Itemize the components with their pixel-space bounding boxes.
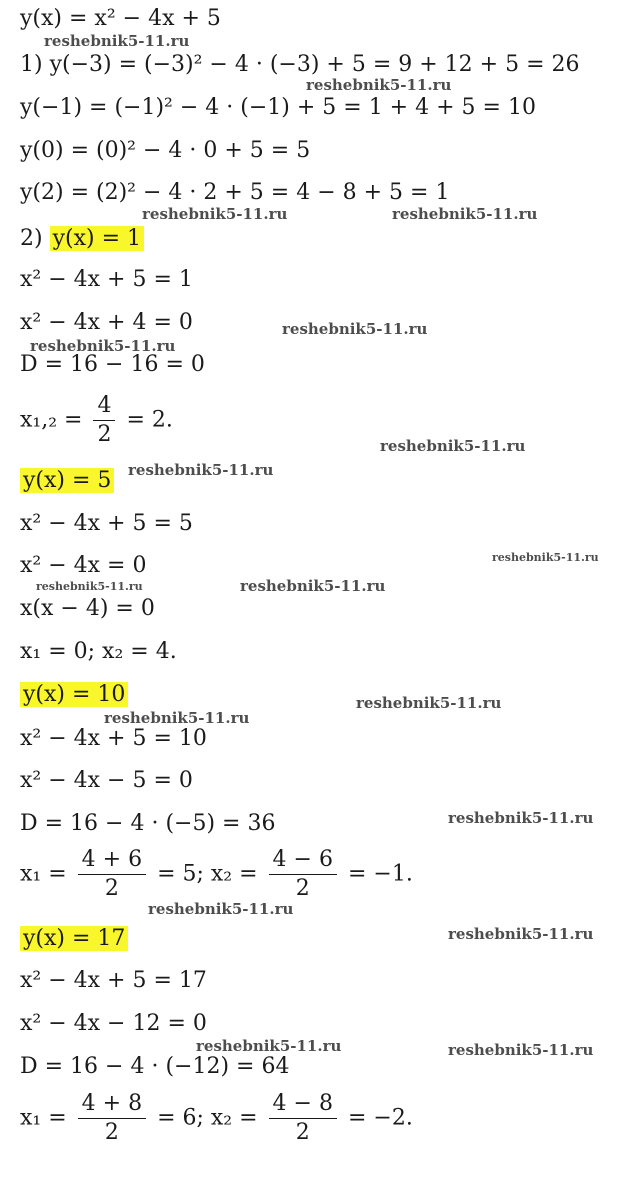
equation-line-25: x₁ = $\frac{4 + 8}{2}$ = 6; x₂ = $\frac{4 - 8}{2}$ = −2. [20,1091,413,1145]
equation-line-6 [20,224,144,254]
fraction: $\frac{4}{2}$ [93,392,115,449]
equation-line-23: x² − 4x − 12 = 0 [20,1011,207,1036]
equation-line-24: D = 16 − 4 · (−12) = 64 [20,1054,290,1079]
equation-line-7: x² − 4x + 5 = 1 [20,267,193,292]
equation-line-18: x² − 4x − 5 = 0 [20,768,193,793]
highlighted-condition: y(x) = 10 [20,682,128,707]
equation-line-17: x² − 4x + 5 = 10 [20,726,207,751]
watermark: reshebnik5-11.ru [380,437,526,455]
equation-line-22: x² − 4x + 5 = 17 [20,968,207,993]
fraction: $\frac{4 + 8}{2}$ [78,1090,146,1147]
watermark: reshebnik5-11.ru [142,205,288,223]
equation-line-14: x(x − 4) = 0 [20,596,155,621]
equation-line-5: y(2) = (2)² − 4 · 2 + 5 = 4 − 8 + 5 = 1 [20,180,450,205]
equation-line-1: y(x) = x² − 4x + 5 [20,6,221,31]
equation-line-10: x₁,₂ = $\frac{4}{2}$ = 2. [20,393,173,447]
watermark: reshebnik5-11.ru [240,577,386,595]
equation-line-4: y(0) = (0)² − 4 · 0 + 5 = 5 [20,138,311,163]
watermark: reshebnik5-11.ru [356,694,502,712]
equation-line-20: x₁ = $\frac{4 + 6}{2}$ = 5; x₂ = $\frac{4 - 6}{2}$ = −1. [20,847,413,901]
part-label: 2) [20,226,50,251]
equation-line-16 [20,680,128,710]
highlighted-condition: y(x) = 5 [20,468,114,493]
fraction: $\frac{4 + 6}{2}$ [78,846,146,903]
watermark: reshebnik5-11.ru [128,461,274,479]
equation-line-8: x² − 4x + 4 = 0 [20,310,193,335]
watermark: reshebnik5-11.ru [36,580,143,593]
equation-line-12: x² − 4x + 5 = 5 [20,511,193,536]
watermark: reshebnik5-11.ru [104,709,250,727]
watermark: reshebnik5-11.ru [392,205,538,223]
watermark: reshebnik5-11.ru [196,1037,342,1055]
equation-line-15: x₁ = 0; x₂ = 4. [20,639,177,664]
watermark: reshebnik5-11.ru [282,320,428,338]
equation-line-3: y(−1) = (−1)² − 4 · (−1) + 5 = 1 + 4 + 5 = 10 [20,95,536,120]
watermark: reshebnik5-11.ru [44,32,190,50]
highlighted-condition: y(x) = 17 [20,926,128,951]
fraction: $\frac{4 - 6}{2}$ [269,846,337,903]
watermark: reshebnik5-11.ru [448,1041,594,1059]
watermark: reshebnik5-11.ru [306,76,452,94]
watermark: reshebnik5-11.ru [492,551,599,564]
equation-line-9: D = 16 − 16 = 0 [20,352,205,377]
equation-line-21 [20,924,128,954]
watermark: reshebnik5-11.ru [148,900,294,918]
equation-line-2: 1) y(−3) = (−3)² − 4 · (−3) + 5 = 9 + 12 + 5 = 26 [20,52,580,77]
fraction: $\frac{4 - 8}{2}$ [269,1090,337,1147]
watermark: reshebnik5-11.ru [30,337,176,355]
highlighted-condition: y(x) = 1 [50,226,144,251]
equation-line-19: D = 16 − 4 · (−5) = 36 [20,811,276,836]
watermark: reshebnik5-11.ru [448,809,594,827]
equation-line-13: x² − 4x = 0 [20,553,147,578]
watermark: reshebnik5-11.ru [448,925,594,943]
equation-line-11 [20,466,114,496]
